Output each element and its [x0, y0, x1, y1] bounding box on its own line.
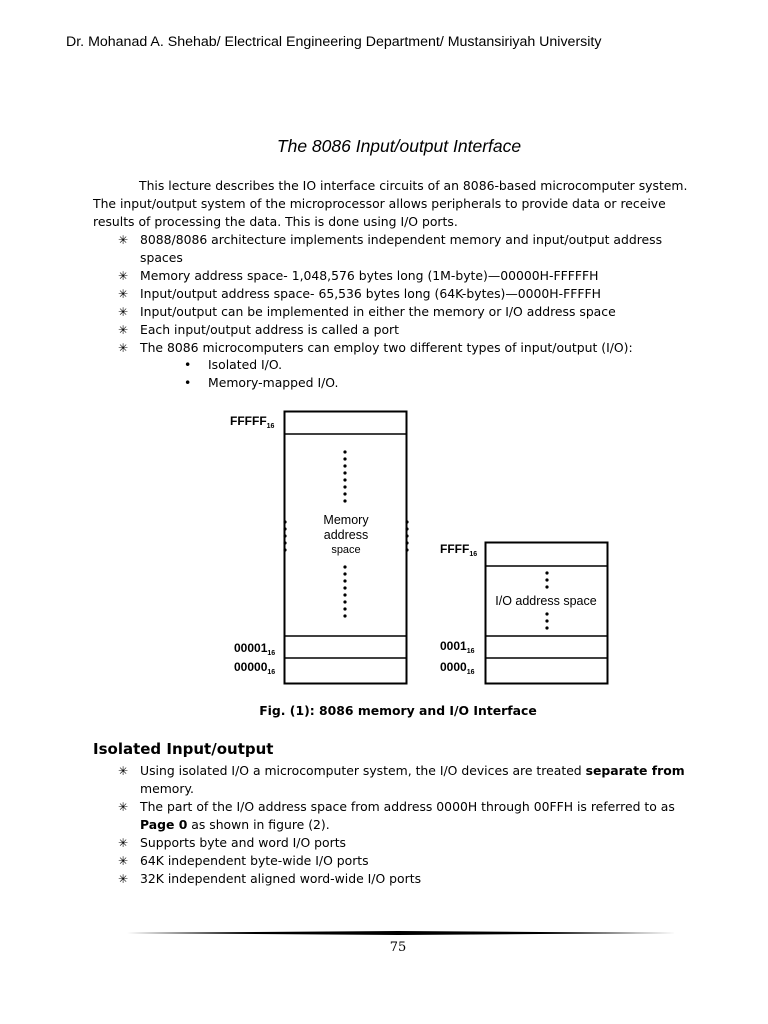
- memory-address-1: $00001_{16}$: [234, 641, 276, 657]
- asterisk-bullet-icon: ✳: [118, 287, 129, 301]
- io-top-address: $FFFF_{16}$: [440, 542, 478, 558]
- list-item: ✳ Memory address space- 1,048,576 bytes long (1M-byte)—00000H-FFFFFH: [118, 268, 599, 283]
- asterisk-bullet-icon: ✳: [118, 836, 129, 850]
- list-item: ✳ Supports byte and word I/O ports: [118, 835, 347, 850]
- dot-bullet-icon: •: [184, 375, 192, 390]
- asterisk-bullet-icon: ✳: [118, 872, 129, 886]
- intro-line-1: This lecture describes the IO interface circuits of an 8086-based microcomputer system.: [139, 178, 688, 193]
- memory-label-1: Memory: [323, 513, 369, 527]
- intro-line-2: The input/output system of the microprocessor allows peripherals to provide data or receive: [93, 196, 666, 211]
- list-item: • Memory-mapped I/O.: [184, 375, 339, 390]
- memory-label-2: address: [323, 528, 369, 542]
- list-item: ✳ 64K independent byte-wide I/O ports: [118, 853, 369, 868]
- asterisk-bullet-icon: ✳: [118, 764, 129, 778]
- list-item: ✳ The 8086 microcomputers can employ two different types of input/output (I/O):: [118, 340, 633, 355]
- memory-top-address: $FFFFF_{16}$: [230, 414, 275, 430]
- list-item: ✳ Input/output can be implemented in either the memory or I/O address space: [118, 304, 616, 319]
- list-item: ✳ Input/output address space- 65,536 bytes long (64K-bytes)—0000H-FFFFH: [118, 286, 601, 301]
- asterisk-bullet-icon: ✳: [118, 323, 129, 337]
- asterisk-bullet-icon: ✳: [118, 233, 129, 247]
- list-item: ✳ 32K independent aligned word-wide I/O ports: [118, 871, 422, 886]
- intro-line-3: results of processing the data. This is done using I/O ports.: [93, 214, 458, 229]
- memory-dots-lower: [343, 565, 346, 617]
- memory-dots-upper: [343, 450, 346, 502]
- isolated-io-list: [118, 762, 708, 888]
- list-item: ✳ The part of the I/O address space from address 0000H through 00FFH is referred to as Page 0 as shown in figure (2).: [118, 799, 675, 832]
- io-address-0: $0000_{16}$: [440, 660, 475, 676]
- memory-address-0: $00000_{16}$: [234, 660, 276, 676]
- asterisk-bullet-icon: ✳: [118, 269, 129, 283]
- figure-caption: Fig. (1): 8086 memory and I/O Interface: [259, 703, 537, 718]
- io-address-1: $0001_{16}$: [440, 639, 475, 655]
- list-item: • Isolated I/O.: [184, 357, 283, 372]
- page-number: 75: [389, 940, 407, 955]
- page-title: The 8086 Input/output Interface: [276, 136, 522, 156]
- dot-bullet-icon: •: [184, 357, 192, 372]
- memory-label-3: space: [331, 544, 361, 556]
- asterisk-bullet-icon: ✳: [118, 305, 129, 319]
- asterisk-bullet-icon: ✳: [118, 800, 129, 814]
- footer-rule: [120, 931, 676, 935]
- list-item: ✳ 8088/8086 architecture implements independent memory and input/output address spaces: [118, 232, 663, 265]
- io-dots-upper: [545, 571, 548, 588]
- asterisk-bullet-icon: ✳: [118, 341, 129, 355]
- list-item: ✳ Each input/output address is called a port: [118, 322, 399, 337]
- io-dots-lower: [545, 612, 548, 629]
- section-heading: Isolated Input/output: [93, 740, 274, 758]
- io-label: I/O address space: [495, 594, 597, 608]
- page-header: Dr. Mohanad A. Shehab/ Electrical Engineering Department/ Mustansiriyah University: [66, 34, 602, 50]
- asterisk-bullet-icon: ✳: [118, 854, 129, 868]
- list-item: ✳ Using isolated I/O a microcomputer system, the I/O devices are treated separate from memory.: [118, 763, 685, 796]
